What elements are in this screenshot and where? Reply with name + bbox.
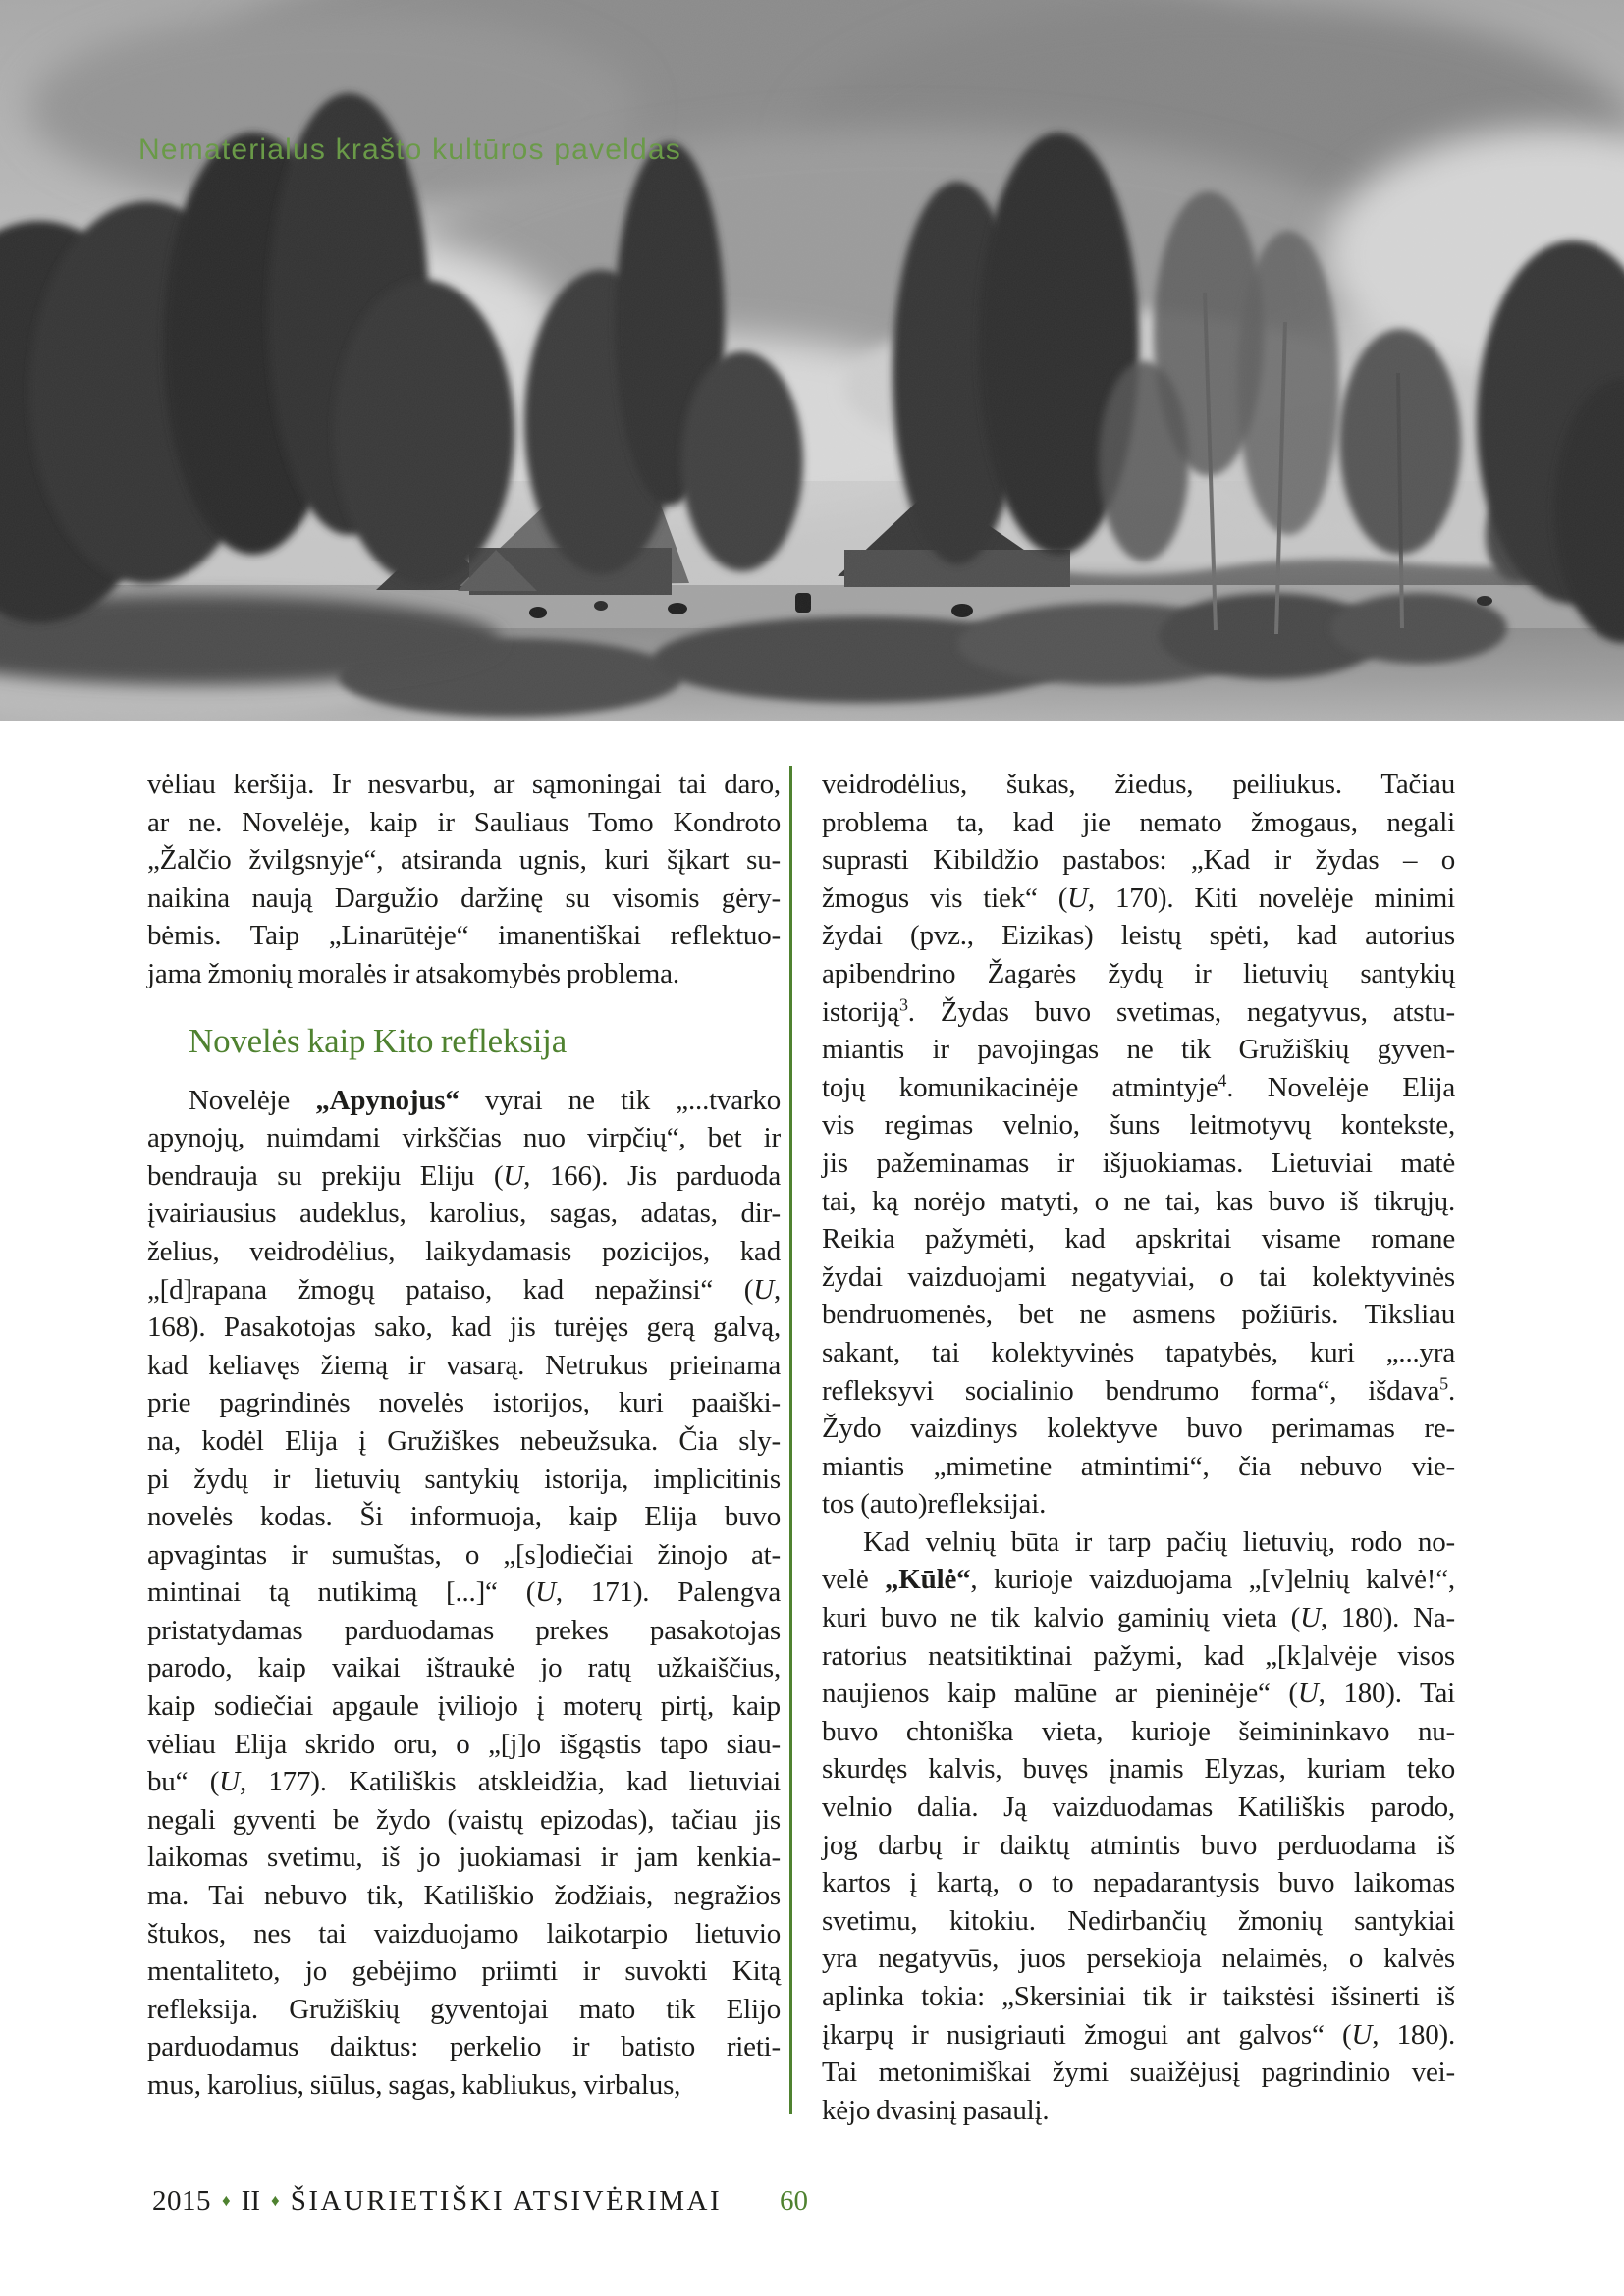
text-line: kad keliavęs žiemą ir vasarą. Netrukus prieinama xyxy=(147,1349,781,1381)
text-line: negali gyventi be žydo (vaistų epizodas), tačiau jis xyxy=(147,1803,781,1836)
text-line: bendrauja su prekiju Eliju (U, 166). Jis parduoda xyxy=(147,1159,782,1192)
text-line: apynojų, nuimdami virkščias nuo virpčių“, bet ir xyxy=(147,1122,781,1154)
header-photo-band xyxy=(0,0,1624,721)
text-line: yra negatyvūs, juos persekioja nelaimės, o kalvės xyxy=(822,1943,1455,1975)
paragraph xyxy=(147,1082,781,2105)
text-line: mus, karolius, siūlus, sagas, kabliukus, virbalus, xyxy=(147,2069,681,2101)
text-line: Novelėje „Apynojus“ vyrai ne tik „...tvarko xyxy=(189,1084,782,1116)
article-body xyxy=(147,752,1483,2129)
text-line: suprasti Kibildžio pastabos: „Kad ir žydas – o xyxy=(822,844,1455,877)
paragraph xyxy=(147,766,781,993)
text-line: miantis „mimetine atmintimi“, čia nebuvo vie- xyxy=(822,1450,1455,1482)
text-line: jama žmonių moralės ir atsakomybės problema. xyxy=(147,957,679,989)
text-line: ratorius neatsitiktinai pažymi, kad „[k]alvėje visos xyxy=(822,1639,1455,1672)
diamond-icon: ♦ xyxy=(271,2191,280,2210)
text-line: vėliau keršija. Ir nesvarbu, ar sąmoningai tai daro, xyxy=(147,769,781,800)
text-line: tos (auto)refleksijai. xyxy=(822,1488,1047,1521)
text-line: štukos, nes tai vaizduojamo laikotarpio lietuvio xyxy=(147,1917,781,1949)
column-divider xyxy=(789,766,792,2114)
text-line: vis regimas velnio, šuns leitmotyvų kontekste, xyxy=(822,1109,1455,1142)
text-line: bu“ (U, 177). Katiliškis atskleidžia, kad lietuviai xyxy=(147,1766,781,1798)
text-line: Žydo vaizdinys kolektyve buvo perimamas re- xyxy=(822,1413,1455,1445)
page-footer xyxy=(152,2185,1478,2228)
text-line: 168). Pasakotojas sako, kad jis turėjęs gerą galvą, xyxy=(147,1311,781,1344)
text-line: novelės kodas. Ši informuoja, kaip Elija buvo xyxy=(147,1501,781,1533)
text-line: kaip sodiečiai apgaule įviliojo į moterų pirtį, kaip xyxy=(147,1690,781,1723)
footer-journal-title: ŠIAURIETIŠKI ATSIVĖRIMAI xyxy=(290,2185,723,2216)
text-line: ar ne. Novelėje, kaip ir Sauliaus Tomo Kondroto xyxy=(147,806,781,838)
text-line: įkarpų ir nusigriauti žmogui ant galvos“ (U, 180). xyxy=(822,2018,1455,2051)
text-line: sakant, tai kolektyvinės tapatybės, kuri „...yra xyxy=(822,1336,1455,1368)
page-number: 60 xyxy=(780,2185,808,2216)
text-line: aplinka tokia: „Skersiniai tik ir taikstėsi išsinerti iš xyxy=(822,1981,1455,2012)
text-line: svetimu, kitokiu. Nedirbančių žmonių santykiai xyxy=(822,1904,1455,1937)
text-line: refleksyvi socialinio bendrumo forma“, išdava$^5$. xyxy=(822,1372,1455,1407)
text-line: parodo, kaip vaikai ištraukė jo ratų užkaiščius, xyxy=(147,1652,781,1684)
footer-year: 2015 xyxy=(152,2185,211,2216)
text-line: vėliau Elija skrido oru, o „[j]o išgąstis tapo siau- xyxy=(147,1728,781,1760)
text-line: žmogus vis tiek“ (U, 170). Kiti novelėje minimi xyxy=(822,881,1455,914)
right-column xyxy=(822,752,1455,2129)
footer-issue: II xyxy=(241,2185,261,2216)
text-line: laikomas svetimu, iš jo juokiamasi ir jam kenkia- xyxy=(147,1842,781,1874)
text-line: refleksija. Gružiškių gyventojai mato tik Elijo xyxy=(147,1993,781,2025)
text-line: tojų komunikacinėje atmintyje$^4$. Novelėje Elija xyxy=(822,1070,1456,1103)
text-line: bendruomenės, bet ne asmens požiūris. Tiksliau xyxy=(822,1299,1455,1331)
text-line: žydai (pvz., Eizikas) leistų spėti, kad autorius xyxy=(822,920,1455,952)
text-line: na, kodėl Elija į Gružiškes nebeužsuka. Čia sly- xyxy=(147,1424,781,1457)
text-line: buvo chtoniška vieta, kurioje šeimininkavo nu- xyxy=(822,1715,1455,1747)
text-line: skurdęs kalvis, buvęs įnamis Elyzas, kuriam teko xyxy=(822,1753,1455,1786)
text-line: kėjo dvasinį pasaulį. xyxy=(822,2094,1050,2126)
text-line: žydai vaizduojami negatyviai, o tai kolektyvinės xyxy=(822,1260,1455,1293)
text-line: apibendrino Žagarės žydų ir lietuvių santykių xyxy=(822,957,1455,989)
text-line: naujienos kaip malūne ar pieninėje“ (U, 180). Tai xyxy=(822,1678,1455,1710)
text-line: „[d]rapana žmogų pataiso, kad nepažinsi“ (U, xyxy=(147,1273,781,1306)
text-line: problema ta, kad jie nemato žmogaus, negali xyxy=(822,806,1455,838)
text-line: prie pagrindinės novelės istorijos, kuri paaiški- xyxy=(147,1387,781,1419)
text-line: mentaliteto, jo gebėjimo priimti ir suvokti Kitą xyxy=(147,1955,781,1988)
text-line: velė „Kūlė“, kurioje vaizduojama „[v]elnių kalvė!“, xyxy=(822,1564,1455,1596)
text-line: bėmis. Taip „Linarūtėje“ imanentiškai reflektuo- xyxy=(147,920,781,952)
text-line: Reikia pažymėti, kad apskritai visame romane xyxy=(822,1223,1455,1255)
section-kicker: Nematerialus krašto kultūros paveldas xyxy=(138,133,681,166)
diamond-icon: ♦ xyxy=(222,2191,231,2210)
text-line: kartos į kartą, o to nepadarantysis buvo laikomas xyxy=(822,1867,1455,1899)
text-line: želius, veidrodėlius, laikydamasis pozicijos, kad xyxy=(147,1235,781,1267)
paragraph xyxy=(822,766,1455,1523)
text-line: tai, ką norėjo matyti, o ne tai, kas buvo iš tikrųjų. xyxy=(822,1185,1455,1217)
text-line: veidrodėlius, šukas, žiedus, peiliukus. Tačiau xyxy=(822,769,1455,800)
text-line: velnio dalia. Ją vaizduodamas Katiliškis parodo, xyxy=(822,1791,1455,1824)
text-line: miantis ir pavojingas ne tik Gružiškių gyven- xyxy=(822,1034,1455,1066)
text-line: Tai metonimiškai žymi suaižėjusį pagrindinio vei- xyxy=(822,2056,1455,2089)
text-line: istoriją$^3$. Žydas buvo svetimas, negatyvus, atstu- xyxy=(822,993,1455,1028)
text-line: jog darbų ir daiktų atmintis buvo perduodama iš xyxy=(822,1829,1455,1861)
text-line: įvairiausius audeklus, karolius, sagas, adatas, dir- xyxy=(147,1198,781,1230)
text-line: Kad velnių būta ir tarp pačių lietuvių, rodo no- xyxy=(863,1525,1455,1558)
text-line: mintinai tą nutikimą [...]“ (U, 171). Palengva xyxy=(147,1576,781,1609)
left-column xyxy=(147,752,781,2105)
paragraph xyxy=(822,1523,1455,2130)
landscape-photo xyxy=(0,0,1624,721)
text-line: naikina naują Dargužio daržinę su visomis gėry- xyxy=(147,881,781,914)
text-line: „Žalčio žvilgsnyje“, atsiranda ugnis, kuri šįkart su- xyxy=(147,844,781,877)
text-line: apvagintas ir sumuštas, o „[s]odiečiai žinojo at- xyxy=(147,1538,781,1571)
text-line: kuri buvo ne tik kalvio gaminių vieta (U, 180). Na- xyxy=(822,1602,1455,1634)
text-line: jis pažeminamas ir išjuokiamas. Lietuviai matė xyxy=(822,1147,1455,1179)
text-line: pi žydų ir lietuvių santykių istorija, implicitinis xyxy=(147,1463,781,1495)
text-line: ma. Tai nebuvo tik, Katiliškio žodžiais, negražios xyxy=(147,1880,781,1912)
text-line: parduodamus daiktus: perkelio ir batisto rieti- xyxy=(147,2031,781,2063)
section-heading: Novelės kaip Kito refleksija xyxy=(189,1021,568,1060)
text-line: pristatydamas parduodamas prekes pasakotojas xyxy=(147,1614,781,1646)
